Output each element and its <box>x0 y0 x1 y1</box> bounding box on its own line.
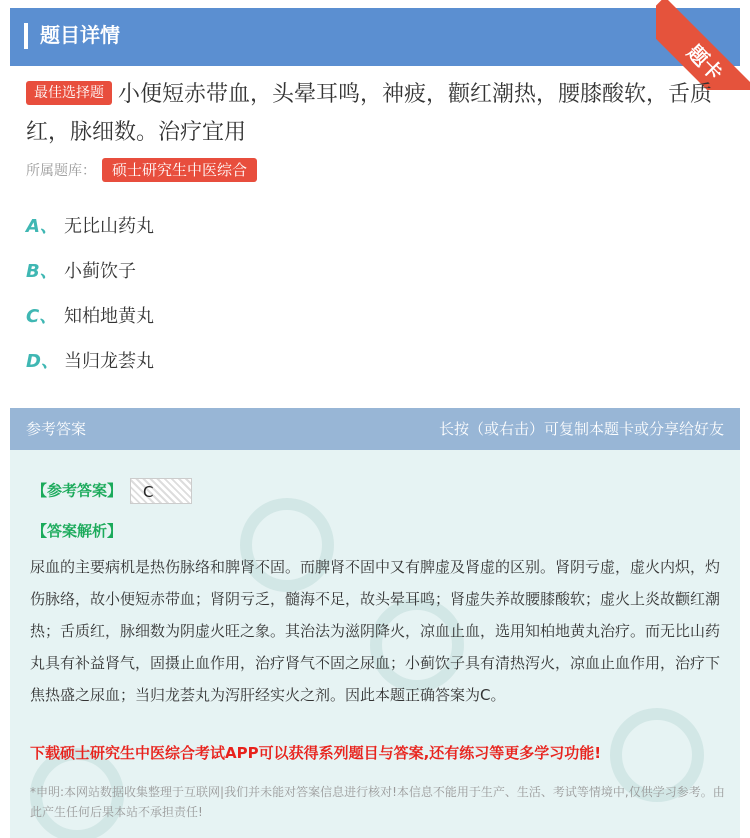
option-letter: C、 <box>26 306 58 327</box>
option-text: 小蓟饮子 <box>64 261 136 282</box>
option-text: 知柏地黄丸 <box>64 306 154 327</box>
answer-header <box>10 408 740 450</box>
question-text: 小便短赤带血，头晕耳鸣，神疲，颧红潮热，腰膝酸软，舌质红，脉细数。治疗宜用 <box>26 82 713 145</box>
reference-answer-label: 【参考答案】 <box>32 481 123 500</box>
page-title: 题目详情 <box>40 23 120 47</box>
option-letter: B、 <box>26 261 58 282</box>
question-stem <box>26 76 726 152</box>
app-promo-link[interactable]: 下载硕士研究生中医综合考试APP可以获得系列题目与答案,还有练习等更多学习功能! <box>30 744 602 762</box>
option-b[interactable] <box>26 249 154 294</box>
reference-answer <box>32 478 192 504</box>
answer-header-title: 参考答案 <box>26 420 87 438</box>
option-letter: D、 <box>26 351 59 372</box>
option-text: 当归龙荟丸 <box>64 351 154 372</box>
answer-panel <box>10 408 740 838</box>
reference-answer-value: C <box>130 478 192 504</box>
share-hint: 长按（或右击）可复制本题卡或分享给好友 <box>438 420 724 438</box>
option-letter: A、 <box>26 216 58 237</box>
question-type-tag: 最佳选择题 <box>26 81 112 105</box>
option-a[interactable] <box>26 204 154 249</box>
bank-badge[interactable]: 硕士研究生中医综合 <box>102 158 257 182</box>
page-header <box>10 8 740 66</box>
header-accent-bar <box>24 23 28 49</box>
analysis-text: 尿血的主要病机是热伤脉络和脾肾不固。而脾肾不固中又有脾虚及肾虚的区别。肾阴亏虚，虚火内炽，灼伤脉络，故小便短赤带血；肾阴亏乏，髓海不足，故头晕耳鸣；肾虚失养故腰膝酸软；虚火上炎故颧红潮热；舌质红，脉细数为阴虚火旺之象。其治法为滋阴降火，凉血止血，选用知柏地黄丸治疗。而无比山药丸具有补益肾气，固摄止血作用，治疗肾气不固之尿血；小蓟饮子具有清热泻火，凉血止血作用，治疗下焦热盛之尿血；当归龙荟丸为泻肝经实火之剂。因此本题正确答案为C。 <box>30 558 721 704</box>
option-c[interactable] <box>26 294 154 339</box>
bank-label: 所属题库： <box>26 163 96 179</box>
options-list <box>26 204 154 384</box>
option-text: 无比山药丸 <box>64 216 154 237</box>
question-bank <box>26 158 257 183</box>
ribbon-label: 题卡 <box>656 0 750 90</box>
analysis-label: 【答案解析】 <box>32 522 123 540</box>
disclaimer: *申明:本网站数据收集整理于互联网|我们并未能对答案信息进行核对!本信息不能用于生产、生活、考试等情境中,仅供学习参考。由此产生任何后果本站不承担责任! <box>30 785 725 819</box>
option-d[interactable] <box>26 339 154 384</box>
